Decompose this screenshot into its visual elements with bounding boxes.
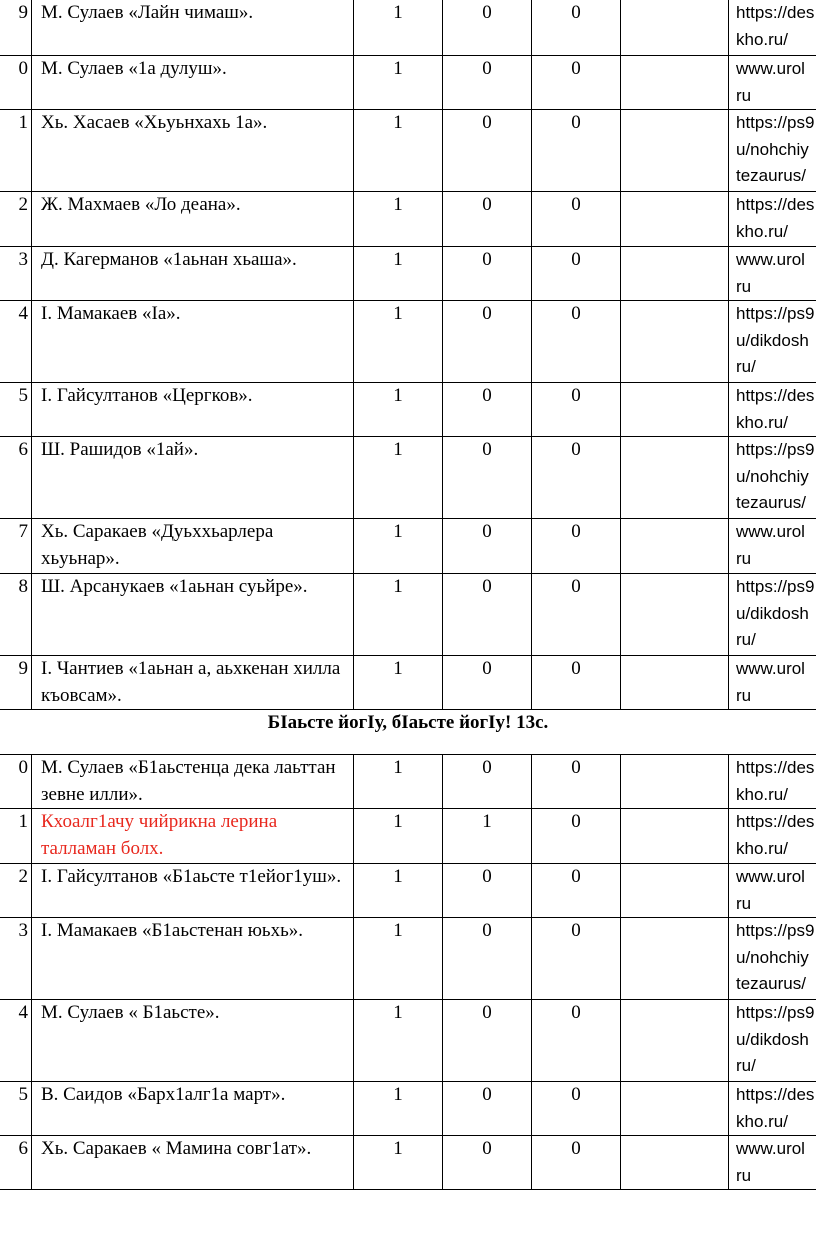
row-number: 3 (0, 918, 32, 1000)
resource-link-line[interactable]: https://des (736, 386, 815, 405)
lesson-table-2 (0, 754, 816, 1190)
resource-link-line[interactable]: https://des (736, 1085, 815, 1104)
date-cell (621, 574, 729, 656)
resource-link-cell (729, 56, 816, 110)
control-cell: 0 (443, 383, 532, 437)
resource-link-line[interactable]: u/dikdosh (736, 330, 809, 350)
control-cell: 0 (443, 1082, 532, 1136)
resource-link-line[interactable]: ru (736, 893, 752, 913)
table-row (0, 383, 816, 437)
row-number: 1 (0, 110, 32, 192)
hours-cell: 1 (354, 247, 443, 301)
lesson-title: Хь. Саракаев «Дуьххьарлера хьуьнар». (32, 519, 354, 574)
control-cell: 1 (443, 809, 532, 864)
lesson-title: I. Чантиев «1аьнан а, аьхкенан хилла къовсам». (32, 656, 354, 710)
resource-link-line[interactable]: ru (736, 85, 752, 105)
lesson-title: Хь. Саракаев « Мамина совг1ат». (32, 1136, 354, 1190)
table-row (0, 809, 816, 864)
resource-link-line[interactable]: kho.ru/ (736, 412, 788, 432)
lesson-title: I. Мамакаев «Iа». (32, 301, 354, 383)
date-cell (621, 192, 729, 247)
row-number: 8 (0, 574, 32, 656)
lesson-title: I. Гайсултанов «Цергков». (32, 383, 354, 437)
resource-link-cell (729, 755, 816, 809)
row-number: 5 (0, 1082, 32, 1136)
hours-cell: 1 (354, 656, 443, 710)
date-cell (621, 247, 729, 301)
resource-link-cell (729, 1082, 816, 1136)
control-cell: 0 (443, 192, 532, 247)
hours-cell: 1 (354, 0, 443, 56)
resource-link-cell (729, 437, 816, 519)
row-number: 0 (0, 755, 32, 809)
hours-cell: 1 (354, 437, 443, 519)
lesson-title: Д. Кагерманов «1аьнан хьаша». (32, 247, 354, 301)
resource-link-line[interactable]: ru (736, 685, 752, 705)
resource-link-line[interactable]: https://des (736, 758, 815, 777)
hours-cell: 1 (354, 1000, 443, 1082)
practice-cell: 0 (532, 918, 621, 1000)
resource-link-line[interactable]: u/nohchiy (736, 947, 809, 967)
date-cell (621, 437, 729, 519)
resource-link-cell (729, 809, 816, 864)
practice-cell: 0 (532, 574, 621, 656)
row-number: 4 (0, 1000, 32, 1082)
resource-link-line[interactable]: www.urol (736, 250, 805, 269)
resource-link-line[interactable]: ru/ (736, 357, 756, 376)
lesson-title: Хь. Хасаев «Хьуьнхахь 1а». (32, 110, 354, 192)
date-cell (621, 809, 729, 864)
date-cell (621, 864, 729, 918)
row-number: 6 (0, 1136, 32, 1190)
row-number: 0 (0, 56, 32, 110)
table-row (0, 192, 816, 247)
resource-link-line[interactable]: www.urol (736, 1139, 805, 1158)
practice-cell: 0 (532, 656, 621, 710)
table-row (0, 1136, 816, 1190)
date-cell (621, 383, 729, 437)
date-cell (621, 1136, 729, 1190)
lesson-title: М. Сулаев «Б1аьстенца дека лаьттан зевне илли». (32, 755, 354, 809)
resource-link-line[interactable]: https://ps9 (736, 577, 815, 596)
table-row (0, 1082, 816, 1136)
hours-cell: 1 (354, 192, 443, 247)
lesson-title: I. Гайсултанов «Б1аьсте т1ейог1уш». (32, 864, 354, 918)
practice-cell: 0 (532, 301, 621, 383)
resource-link-line[interactable]: tezaurus/ (736, 974, 806, 993)
resource-link-line[interactable]: www.urol (736, 59, 805, 78)
section-heading: БIаьсте йогIу, бIаьсте йогIу! 13с. (267, 712, 549, 733)
date-cell (621, 1082, 729, 1136)
date-cell (621, 110, 729, 192)
resource-link-line[interactable]: kho.ru/ (736, 838, 788, 858)
resource-link-line[interactable]: https://ps9 (736, 304, 815, 323)
row-number: 9 (0, 656, 32, 710)
control-cell: 0 (443, 301, 532, 383)
resource-link-line[interactable]: ru (736, 276, 752, 296)
hours-cell: 1 (354, 1082, 443, 1136)
lesson-title: I. Мамакаев «Б1аьстенан юьхь». (32, 918, 354, 1000)
row-number: 6 (0, 437, 32, 519)
row-number: 7 (0, 519, 32, 574)
resource-link-line[interactable]: kho.ru/ (736, 29, 788, 49)
resource-link-line[interactable]: tezaurus/ (736, 166, 806, 185)
resource-link-line[interactable]: https://ps9 (736, 440, 815, 459)
practice-cell: 0 (532, 110, 621, 192)
row-number: 1 (0, 809, 32, 864)
table-row (0, 110, 816, 192)
practice-cell: 0 (532, 247, 621, 301)
practice-cell: 0 (532, 864, 621, 918)
hours-cell: 1 (354, 918, 443, 1000)
hours-cell: 1 (354, 1136, 443, 1190)
resource-link-cell (729, 656, 816, 710)
resource-link-line[interactable]: ru (736, 1165, 752, 1185)
practice-cell: 0 (532, 0, 621, 56)
resource-link-line[interactable]: ru/ (736, 630, 756, 649)
table-row (0, 1000, 816, 1082)
resource-link-cell (729, 301, 816, 383)
resource-link-line[interactable]: www.urol (736, 659, 805, 678)
control-cell: 0 (443, 0, 532, 56)
practice-cell: 0 (532, 1136, 621, 1190)
table-row (0, 656, 816, 710)
resource-link-line[interactable]: kho.ru/ (736, 221, 788, 241)
control-cell: 0 (443, 110, 532, 192)
resource-link-line[interactable]: kho.ru/ (736, 1111, 788, 1131)
practice-cell: 0 (532, 809, 621, 864)
date-cell (621, 0, 729, 56)
resource-link-cell (729, 383, 816, 437)
resource-link-cell (729, 1000, 816, 1082)
table-row (0, 301, 816, 383)
resource-link-line[interactable]: u/nohchiy (736, 466, 809, 486)
lesson-title: М. Сулаев «1а дулуш». (32, 56, 354, 110)
practice-cell: 0 (532, 519, 621, 574)
resource-link-line[interactable]: https://des (736, 3, 815, 22)
lesson-title: М. Сулаев «Лайн чимаш». (32, 0, 354, 56)
date-cell (621, 656, 729, 710)
table-row (0, 437, 816, 519)
row-number: 3 (0, 247, 32, 301)
lesson-title: М. Сулаев « Б1аьсте». (32, 1000, 354, 1082)
hours-cell: 1 (354, 110, 443, 192)
practice-cell: 0 (532, 755, 621, 809)
hours-cell: 1 (354, 755, 443, 809)
resource-link-cell (729, 110, 816, 192)
resource-link-cell (729, 519, 816, 574)
control-cell: 0 (443, 574, 532, 656)
resource-link-line[interactable]: https://ps9 (736, 1003, 815, 1022)
resource-link-line[interactable]: https://des (736, 195, 815, 214)
table-row (0, 864, 816, 918)
table-row (0, 56, 816, 110)
date-cell (621, 301, 729, 383)
resource-link-line[interactable]: kho.ru/ (736, 784, 788, 804)
resource-link-cell (729, 1136, 816, 1190)
resource-link-line[interactable]: https://ps9 (736, 921, 815, 940)
control-cell: 0 (443, 1000, 532, 1082)
hours-cell: 1 (354, 864, 443, 918)
hours-cell: 1 (354, 56, 443, 110)
control-cell: 0 (443, 519, 532, 574)
date-cell (621, 1000, 729, 1082)
row-number: 2 (0, 192, 32, 247)
table-row (0, 247, 816, 301)
control-cell: 0 (443, 247, 532, 301)
table-row (0, 918, 816, 1000)
control-cell: 0 (443, 56, 532, 110)
table-row (0, 0, 816, 56)
resource-link-cell (729, 192, 816, 247)
hours-cell: 1 (354, 574, 443, 656)
resource-link-line[interactable]: u/dikdosh (736, 1029, 809, 1049)
table-row (0, 755, 816, 809)
control-cell: 0 (443, 1136, 532, 1190)
resource-link-line[interactable]: tezaurus/ (736, 493, 806, 512)
resource-link-line[interactable]: www.urol (736, 522, 805, 541)
lesson-title: Кхоалг1ачу чийрикна лерина талламан болх. (32, 809, 354, 864)
row-number: 5 (0, 383, 32, 437)
resource-link-cell (729, 864, 816, 918)
lesson-title: Ш. Арсанукаев «1аьнан суьйре». (32, 574, 354, 656)
resource-link-line[interactable]: https://ps9 (736, 113, 815, 132)
lesson-title: Ш. Рашидов «1ай». (32, 437, 354, 519)
practice-cell: 0 (532, 1082, 621, 1136)
date-cell (621, 918, 729, 1000)
practice-cell: 0 (532, 1000, 621, 1082)
resource-link-line[interactable]: u/nohchiy (736, 139, 809, 159)
row-number: 9 (0, 0, 32, 56)
hours-cell: 1 (354, 809, 443, 864)
row-number: 4 (0, 301, 32, 383)
control-cell: 0 (443, 918, 532, 1000)
hours-cell: 1 (354, 301, 443, 383)
date-cell (621, 56, 729, 110)
resource-link-line[interactable]: www.urol (736, 867, 805, 886)
date-cell (621, 519, 729, 574)
resource-link-line[interactable]: https://des (736, 812, 815, 831)
hours-cell: 1 (354, 383, 443, 437)
resource-link-line[interactable]: ru (736, 548, 752, 568)
resource-link-cell (729, 247, 816, 301)
practice-cell: 0 (532, 56, 621, 110)
table-row (0, 519, 816, 574)
row-number: 2 (0, 864, 32, 918)
control-cell: 0 (443, 864, 532, 918)
resource-link-line[interactable]: u/dikdosh (736, 603, 809, 623)
resource-link-line[interactable]: ru/ (736, 1056, 756, 1075)
resource-link-cell (729, 918, 816, 1000)
control-cell: 0 (443, 656, 532, 710)
practice-cell: 0 (532, 383, 621, 437)
practice-cell: 0 (532, 192, 621, 247)
control-cell: 0 (443, 755, 532, 809)
lesson-title: Ж. Махмаев «Ло деана». (32, 192, 354, 247)
date-cell (621, 755, 729, 809)
lesson-title: В. Саидов «Барх1алг1а март». (32, 1082, 354, 1136)
table-row (0, 574, 816, 656)
hours-cell: 1 (354, 519, 443, 574)
practice-cell: 0 (532, 437, 621, 519)
resource-link-cell (729, 574, 816, 656)
control-cell: 0 (443, 437, 532, 519)
resource-link-cell (729, 0, 816, 56)
